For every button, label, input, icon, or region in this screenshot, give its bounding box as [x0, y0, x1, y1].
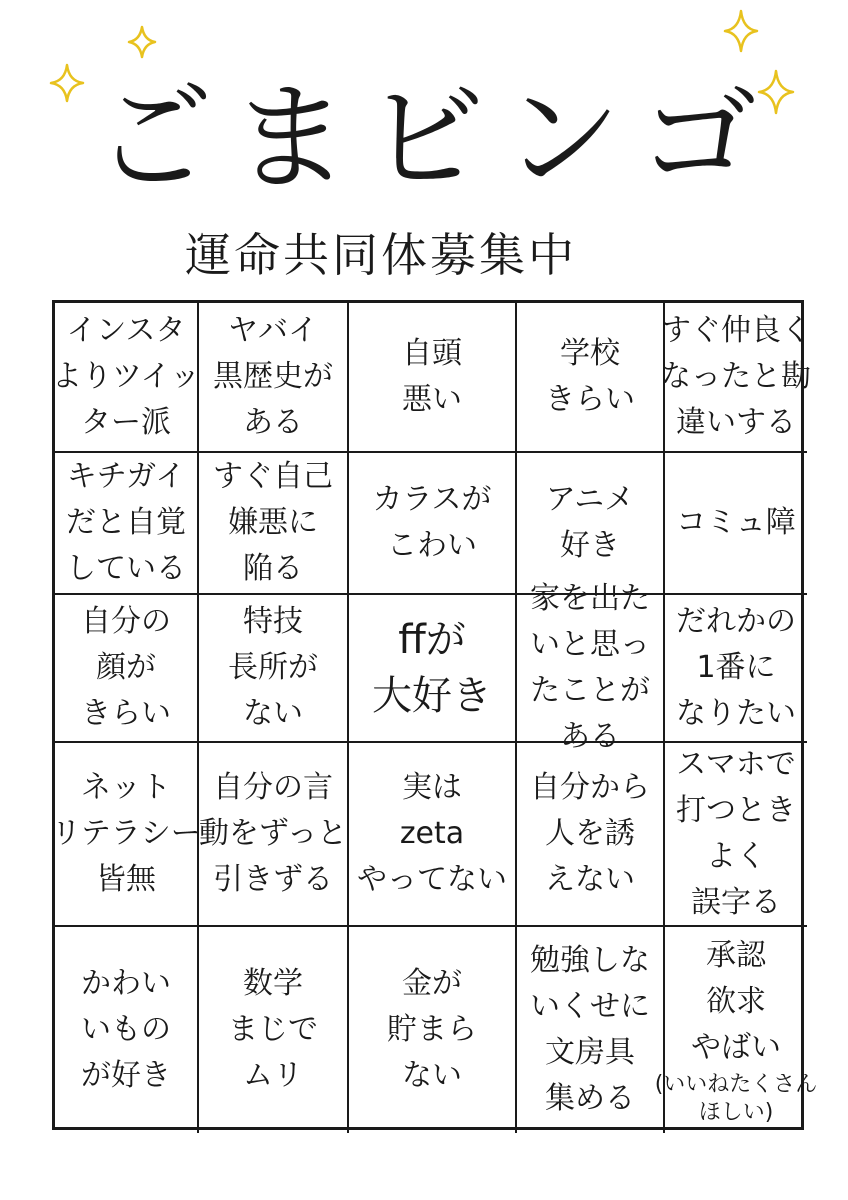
bingo-cell[interactable]	[349, 303, 517, 453]
bingo-cell-text: やってない	[357, 862, 507, 897]
bingo-cell[interactable]	[665, 595, 807, 743]
bingo-cell-text: 欲求	[706, 984, 766, 1019]
bingo-cell[interactable]	[52, 303, 200, 453]
bingo-cell-text: まじで	[228, 1012, 318, 1047]
page-title: ごまビンゴ	[95, 69, 776, 207]
bingo-cell-text: 違いする	[676, 405, 796, 440]
bingo-cell-text: 動をずっと	[198, 816, 348, 851]
bingo-cell[interactable]	[517, 581, 665, 754]
bingo-cell-text: が好き	[81, 1058, 171, 1093]
bingo-cell-text: だと自覚	[66, 505, 186, 540]
bingo-cell-text: 顔が	[96, 650, 156, 685]
bingo-cell[interactable]	[349, 927, 517, 1133]
bingo-cell-text: きらい	[545, 382, 635, 417]
bingo-cell[interactable]	[517, 927, 665, 1133]
bingo-cell-text: ムリ	[243, 1058, 303, 1093]
bingo-cell-text: たことが	[530, 673, 650, 708]
bingo-cell-text: 自分の言	[213, 770, 333, 805]
bingo-cell-text: よく	[706, 839, 766, 874]
bingo-cell[interactable]	[665, 453, 807, 595]
bingo-cell-text: 勉強しな	[530, 943, 650, 978]
bingo-cell-text: すぐ自己	[213, 459, 333, 494]
bingo-cell-text: ffが	[398, 617, 466, 663]
bingo-cell-text: きらい	[81, 696, 171, 731]
bingo-cell[interactable]	[349, 453, 517, 595]
bingo-cell[interactable]	[661, 303, 811, 453]
bingo-cell[interactable]	[199, 927, 349, 1133]
bingo-cell-text: 黒歴史が	[213, 359, 333, 394]
bingo-cell[interactable]	[199, 595, 349, 743]
bingo-cell-text: 金が	[402, 966, 462, 1001]
bingo-cell-text: している	[66, 551, 186, 586]
bingo-cell-text: リテラシー	[51, 816, 201, 851]
bingo-cell[interactable]	[654, 927, 818, 1133]
bingo-cell-text: ある	[243, 405, 303, 440]
bingo-cell-text: 陥る	[243, 551, 303, 586]
sparkle-icon	[50, 64, 84, 102]
bingo-cell[interactable]	[349, 743, 517, 927]
bingo-cell-text: やばい	[691, 1030, 781, 1065]
bingo-cell-text: なったと勘	[661, 359, 811, 394]
bingo-cell-text: (いいねたくさん	[654, 1072, 818, 1097]
bingo-cell-text: なりたい	[676, 696, 796, 731]
bingo-cell-text: 自分から	[530, 770, 650, 805]
page-subtitle: 運命共同体募集中	[185, 228, 577, 282]
bingo-cell-text: ない	[402, 1058, 462, 1093]
bingo-cell-text: 大好き	[372, 673, 492, 719]
bingo-cell-text: こわい	[387, 528, 477, 563]
bingo-cell[interactable]	[51, 743, 201, 927]
bingo-cell-text: 打つとき	[676, 793, 796, 828]
bingo-cell-text: 特技	[243, 604, 303, 639]
bingo-cell[interactable]	[517, 743, 665, 927]
bingo-cell-text: 文房具	[545, 1035, 635, 1070]
bingo-cell-text: ヤバイ	[228, 313, 318, 348]
bingo-cell-text: ほしい)	[698, 1100, 774, 1125]
bingo-cell[interactable]	[199, 743, 349, 927]
bingo-cell[interactable]	[199, 453, 349, 595]
bingo-cell-text: 1番に	[696, 650, 776, 685]
sparkle-icon	[724, 10, 758, 52]
bingo-cell-text: 承認	[706, 938, 766, 973]
bingo-cell-text: いくせに	[530, 989, 650, 1024]
bingo-cell-text: いもの	[81, 1012, 171, 1047]
bingo-cell-text: 悪い	[402, 382, 462, 417]
bingo-cell-text: ない	[243, 696, 303, 731]
bingo-cell-text: 引きずる	[213, 862, 333, 897]
bingo-cell-text: カラスが	[372, 482, 492, 517]
bingo-cell-text: 自分の	[81, 604, 171, 639]
bingo-cell-text: えない	[545, 862, 635, 897]
bingo-board	[51, 300, 818, 1130]
bingo-cell[interactable]	[665, 743, 807, 927]
bingo-cell-text: ある	[560, 719, 620, 754]
bingo-cell-text: 集める	[545, 1081, 635, 1116]
bingo-cell-text: かわい	[81, 966, 171, 1001]
bingo-cell[interactable]	[517, 453, 665, 595]
bingo-cell-text: 嫌悪に	[228, 505, 318, 540]
bingo-cell[interactable]	[199, 303, 349, 453]
sparkle-icon	[128, 26, 156, 58]
bingo-cell-text: よりツイッ	[52, 359, 200, 394]
bingo-cell-text: 学校	[560, 336, 620, 371]
bingo-cell-text: ネット	[81, 770, 171, 805]
bingo-cell-text: 人を誘	[545, 816, 635, 851]
bingo-cell-text: 実は	[402, 770, 462, 805]
bingo-cell-text: すぐ仲良く	[661, 313, 811, 348]
bingo-cell[interactable]	[55, 453, 199, 595]
bingo-cell[interactable]	[517, 303, 665, 453]
bingo-cell-text: 誤字る	[691, 885, 781, 920]
bingo-cell[interactable]	[55, 927, 199, 1133]
bingo-cell-text: キチガイ	[66, 459, 186, 494]
bingo-cell-text: 家を出た	[530, 581, 650, 616]
bingo-cell-text: 貯まら	[387, 1012, 477, 1047]
bingo-cell-text: 長所が	[228, 650, 318, 685]
bingo-cell[interactable]	[349, 595, 517, 743]
bingo-cell-text: スマホで	[676, 747, 796, 782]
bingo-cell-text: インスタ	[66, 313, 186, 348]
bingo-cell[interactable]	[55, 595, 199, 743]
bingo-cell-text: zeta	[399, 816, 465, 851]
bingo-cell-text: 好き	[560, 528, 620, 563]
bingo-cell-text: 数学	[243, 966, 303, 1001]
bingo-cell-text: コミュ障	[676, 505, 796, 540]
bingo-cell-text: アニメ	[545, 482, 635, 517]
bingo-cell-text: いと思っ	[530, 627, 650, 662]
bingo-cell-text: 皆無	[96, 862, 156, 897]
bingo-cell-text: 自頭	[402, 336, 462, 371]
bingo-cell-text: ター派	[81, 405, 171, 440]
bingo-cell-text: だれかの	[676, 604, 796, 639]
